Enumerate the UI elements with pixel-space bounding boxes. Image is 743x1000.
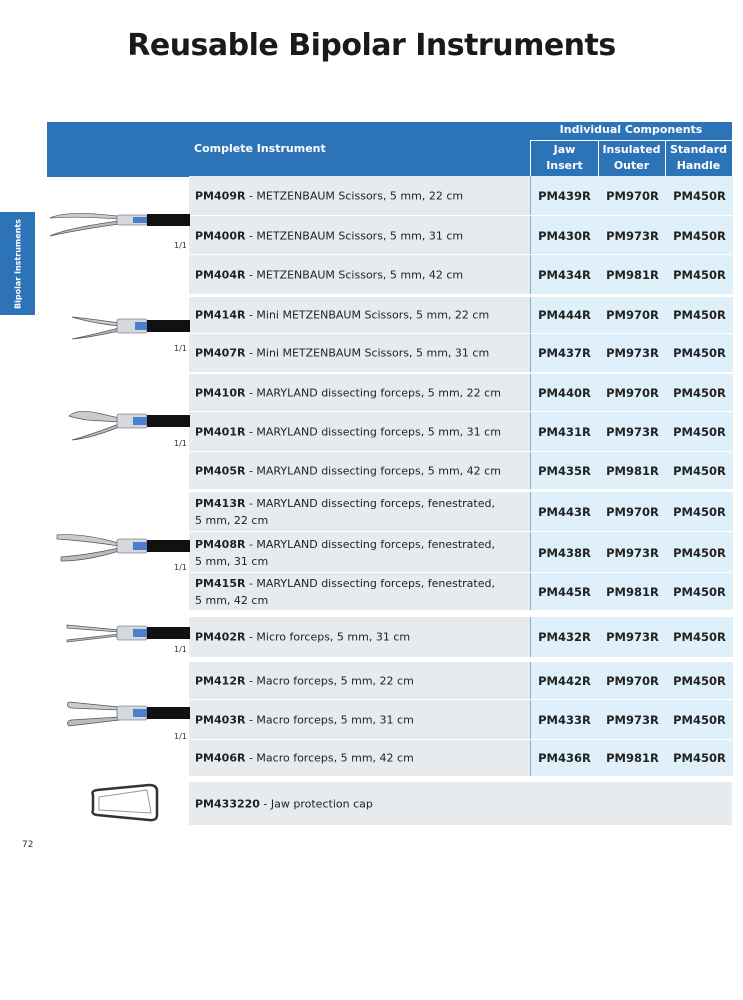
component-cells: [530, 452, 733, 489]
section-side-tab[interactable]: [0, 212, 35, 315]
instrument-name: - Mini METZENBAUM Scissors, 5 mm, 22 cm: [245, 308, 490, 322]
component-cells: [530, 573, 733, 610]
instrument-code: PM414R: [195, 308, 246, 322]
instrument-name: - Micro forceps, 5 mm, 31 cm: [245, 630, 411, 644]
header-tube-line1: Insulated: [602, 143, 661, 156]
component-cells: [530, 492, 733, 531]
fenestrated-forceps-instrument-image: [47, 525, 190, 570]
handle-code: PM450R: [673, 545, 726, 560]
table-row: [189, 572, 732, 610]
jaw-insert-code: PM433R: [538, 713, 591, 727]
page-number: 72: [22, 840, 34, 850]
instrument-code: PM415R: [195, 576, 246, 590]
instrument-code: PM412R: [195, 674, 246, 687]
header-jaw-line1: Jaw: [553, 143, 576, 156]
instrument-name: - METZENBAUM Scissors, 5 mm, 42 cm: [245, 268, 464, 281]
component-cells: [530, 334, 733, 372]
instrument-code: PM410R: [195, 386, 246, 399]
maryland-forceps-instrument-image: [47, 400, 190, 450]
handle-code: PM450R: [673, 228, 726, 243]
header-individual-components: Individual Components: [559, 123, 703, 136]
instrument-name: - MARYLAND dissecting forceps, fenestrated,: [245, 496, 495, 510]
jaw-insert-code: PM442R: [538, 673, 591, 688]
outer-tube-code: PM973R: [606, 425, 659, 439]
jaw-insert-code: PM444R: [538, 308, 591, 322]
handle-code: PM450R: [673, 346, 726, 360]
table-row: [189, 176, 732, 215]
instrument-description: [195, 795, 525, 812]
scale-label: 1/1: [174, 563, 187, 572]
component-cells: [530, 662, 733, 699]
component-cells: [530, 297, 733, 333]
header-jaw-line2: Insert: [546, 159, 583, 172]
outer-tube-code: PM970R: [606, 385, 659, 400]
instrument-code: PM404R: [195, 268, 246, 281]
macro-forceps-instrument-image: [47, 692, 190, 737]
jaw-insert-code: PM445R: [538, 584, 591, 599]
handle-code: PM450R: [673, 385, 726, 400]
table-row-cap: [189, 782, 732, 825]
scale-label: 1/1: [174, 241, 187, 250]
jaw-insert-code: PM439R: [538, 188, 591, 203]
component-cells: [530, 532, 733, 573]
instrument-description: [195, 536, 525, 570]
instrument-name: - MARYLAND dissecting forceps, fenestrated,: [245, 576, 495, 590]
scale-label: 1/1: [174, 439, 187, 448]
outer-tube-code: PM973R: [606, 713, 659, 727]
instrument-size: 5 mm, 31 cm: [195, 554, 269, 568]
outer-tube-code: PM973R: [606, 630, 659, 644]
table-row: [189, 699, 732, 740]
table-row: [189, 492, 732, 531]
table-row: [189, 333, 732, 372]
instrument-code: PM401R: [195, 425, 246, 439]
instrument-description: [195, 345, 525, 362]
outer-tube-code: PM981R: [606, 463, 659, 478]
instrument-name: - MARYLAND dissecting forceps, fenestrated,: [245, 537, 495, 551]
instrument-description: [195, 462, 525, 479]
instrument-code: PM402R: [195, 630, 246, 644]
component-cells: [530, 216, 733, 255]
instrument-code: PM408R: [195, 537, 246, 551]
table-row: [189, 254, 732, 294]
instrument-name: - MARYLAND dissecting forceps, 5 mm, 42 cm: [245, 464, 501, 477]
handle-code: PM450R: [673, 713, 726, 727]
instrument-code: PM400R: [195, 229, 246, 242]
handle-code: PM450R: [673, 504, 726, 519]
instrument-name: - Macro forceps, 5 mm, 42 cm: [245, 751, 414, 765]
instrument-code: PM403R: [195, 713, 246, 727]
side-tab-label: Bipolar Instruments: [13, 218, 22, 309]
handle-code: PM450R: [673, 630, 726, 644]
component-cells: [530, 412, 733, 452]
instrument-name: - Mini METZENBAUM Scissors, 5 mm, 31 cm: [245, 346, 490, 360]
outer-tube-code: PM970R: [606, 504, 659, 519]
component-cells: [530, 176, 733, 215]
instrument-name: - Macro forceps, 5 mm, 31 cm: [245, 713, 414, 727]
handle-code: PM450R: [673, 267, 726, 282]
scale-label: 1/1: [174, 645, 187, 654]
jaw-insert-code: PM430R: [538, 228, 591, 243]
instrument-description: [195, 495, 525, 529]
component-cells: [530, 374, 733, 411]
instrument-description: [195, 712, 525, 729]
jaw-insert-code: PM438R: [538, 545, 591, 560]
table-header: [47, 122, 732, 177]
jaw-insert-code: PM437R: [538, 346, 591, 360]
instrument-description: [195, 266, 525, 283]
outer-tube-code: PM973R: [606, 346, 659, 360]
handle-code: PM450R: [673, 751, 726, 765]
table-row: [189, 411, 732, 452]
outer-tube-code: PM970R: [606, 673, 659, 688]
instrument-description: [195, 384, 525, 401]
instrument-description: [195, 672, 525, 689]
instrument-description: [195, 187, 525, 204]
instrument-description: [195, 629, 525, 646]
scissors-instrument-image: [47, 200, 190, 260]
instrument-code: PM413R: [195, 496, 246, 510]
instrument-code: PM406R: [195, 751, 246, 765]
instrument-code: PM409R: [195, 189, 246, 202]
page-title: Reusable Bipolar Instruments: [127, 28, 616, 63]
table-row: [189, 531, 732, 573]
outer-tube-code: PM981R: [606, 584, 659, 599]
handle-code: PM450R: [673, 463, 726, 478]
instrument-name: - METZENBAUM Scissors, 5 mm, 22 cm: [245, 189, 464, 202]
header-jaw-insert: [531, 142, 598, 174]
jaw-insert-code: PM431R: [538, 425, 591, 439]
instrument-code: PM433220: [195, 797, 260, 810]
jaw-insert-code: PM440R: [538, 385, 591, 400]
component-cells: [530, 740, 733, 776]
jaw-insert-code: PM443R: [538, 504, 591, 519]
micro-forceps-instrument-image: [47, 618, 190, 648]
instrument-code: PM407R: [195, 346, 246, 360]
jaw-protection-cap-image: [85, 783, 165, 823]
jaw-insert-code: PM435R: [538, 463, 591, 478]
scale-label: 1/1: [174, 732, 187, 741]
instrument-name: - MARYLAND dissecting forceps, 5 mm, 22 cm: [245, 386, 501, 399]
outer-tube-code: PM981R: [606, 267, 659, 282]
table-row: [189, 215, 732, 255]
handle-code: PM450R: [673, 308, 726, 322]
header-standard-handle: [665, 142, 732, 174]
handle-code: PM450R: [673, 425, 726, 439]
header-complete-instrument: Complete Instrument: [194, 142, 326, 155]
instrument-description: [195, 227, 525, 244]
component-cells: [530, 255, 733, 294]
instrument-name: - Jaw protection cap: [259, 797, 373, 810]
mini-scissors-instrument-image: [47, 305, 190, 350]
handle-code: PM450R: [673, 673, 726, 688]
jaw-insert-code: PM434R: [538, 267, 591, 282]
table-row: [189, 297, 732, 333]
header-tube-line2: Outer: [613, 159, 650, 172]
instrument-description: [195, 750, 525, 767]
outer-tube-code: PM981R: [606, 751, 659, 765]
table-row: [189, 739, 732, 776]
table-row: [189, 451, 732, 489]
handle-code: PM450R: [673, 584, 726, 599]
instrument-name: - Macro forceps, 5 mm, 22 cm: [245, 674, 414, 687]
header-handle-line2: Handle: [676, 159, 721, 172]
scale-label: 1/1: [174, 344, 187, 353]
instrument-name: - METZENBAUM Scissors, 5 mm, 31 cm: [245, 229, 464, 242]
outer-tube-code: PM970R: [606, 188, 659, 203]
instrument-name: - MARYLAND dissecting forceps, 5 mm, 31 cm: [245, 425, 501, 439]
table-row: [189, 662, 732, 699]
instrument-description: [195, 424, 525, 441]
instrument-description: [195, 307, 525, 324]
instrument-size: 5 mm, 22 cm: [195, 513, 269, 527]
jaw-insert-code: PM432R: [538, 630, 591, 644]
handle-code: PM450R: [673, 188, 726, 203]
instrument-code: PM405R: [195, 464, 246, 477]
outer-tube-code: PM970R: [606, 308, 659, 322]
component-cells: [530, 700, 733, 740]
outer-tube-code: PM973R: [606, 545, 659, 560]
instrument-size: 5 mm, 42 cm: [195, 593, 269, 607]
header-handle-line1: Standard: [669, 143, 728, 156]
component-cells: [530, 617, 733, 657]
instrument-description: [195, 575, 525, 609]
header-divider: [530, 140, 732, 141]
jaw-insert-code: PM436R: [538, 751, 591, 765]
table-row: [189, 374, 732, 411]
table-row: [189, 617, 732, 657]
outer-tube-code: PM973R: [606, 228, 659, 243]
